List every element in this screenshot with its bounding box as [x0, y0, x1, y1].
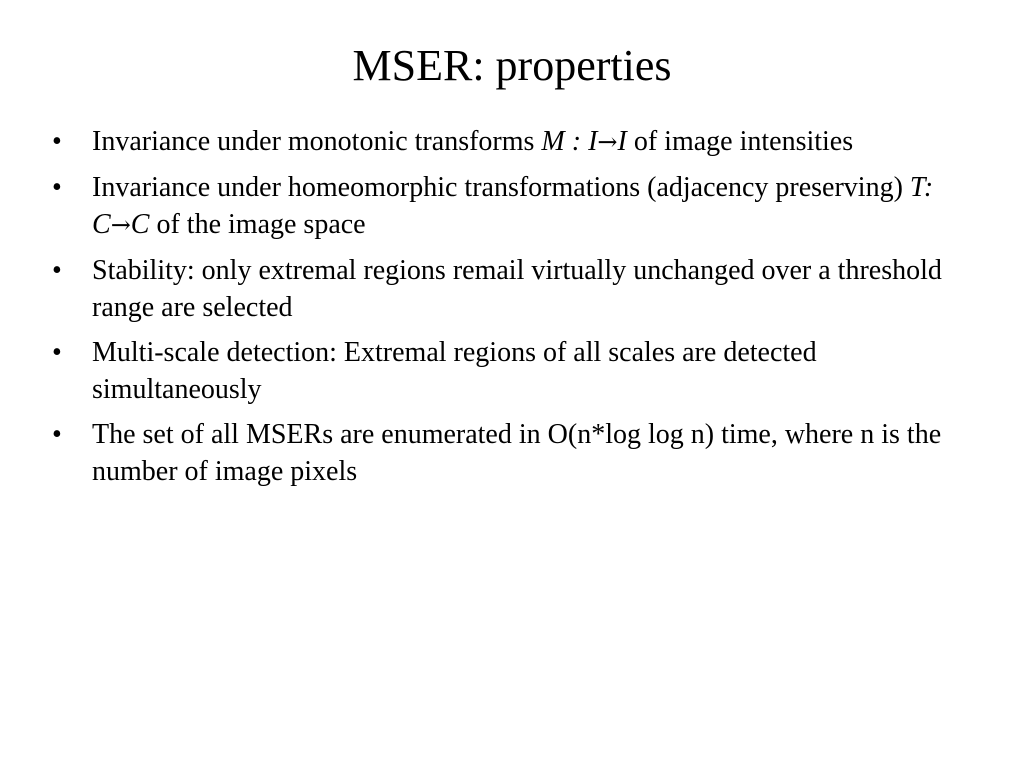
bullet-item-stability — [52, 252, 952, 326]
slide-title: MSER: properties — [352, 41, 672, 90]
math-expression-right: C — [130, 209, 150, 240]
bullet-text-post: of the image space — [149, 209, 366, 240]
bullet-text: Multi-scale detection: Extremal regions of all scales are detected simultaneously — [92, 337, 817, 405]
bullet-dot-icon: • — [52, 419, 62, 450]
bullet-list — [52, 123, 952, 498]
bullet-dot-icon: • — [52, 126, 62, 157]
right-arrow-icon: → — [110, 211, 131, 239]
math-expression-left: M : I — [541, 126, 598, 157]
math-expression-right: I — [617, 126, 627, 157]
math-expression-left: T: C — [92, 172, 934, 240]
right-arrow-icon: → — [597, 128, 618, 156]
bullet-text-post: of image intensities — [626, 126, 854, 157]
bullet-dot-icon: • — [52, 172, 62, 203]
bullet-text-pre: Invariance under monotonic transforms — [92, 126, 542, 157]
bullet-item-multiscale-detection — [52, 334, 952, 408]
bullet-dot-icon: • — [52, 337, 62, 368]
bullet-item-monotonic-invariance — [52, 123, 952, 161]
bullet-text: The set of all MSERs are enumerated in O(n*log log n) time, where n is the number of image pixels — [92, 419, 942, 487]
bullet-text: Stability: only extremal regions remail virtually unchanged over a threshold range are selected — [92, 255, 942, 323]
bullet-item-homeomorphic-invariance — [52, 169, 952, 244]
bullet-text-pre: Invariance under homeomorphic transformations (adjacency preserving) — [92, 172, 910, 203]
bullet-dot-icon: • — [52, 255, 62, 286]
bullet-item-enumeration-complexity — [52, 416, 952, 490]
